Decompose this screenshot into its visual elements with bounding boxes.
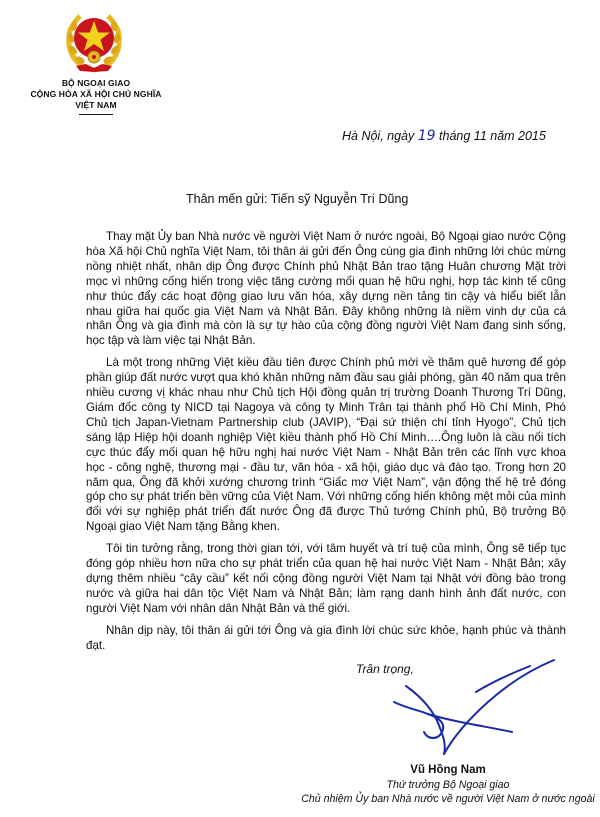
signer-block (248, 763, 600, 807)
paragraph: Thay mặt Ủy ban Nhà nước về người Việt Nam ở nước ngoài, Bộ Ngoại giao nước Cộng hòa Xã hội Chủ nghĩa Việt Nam, tôi thân ái gửi đến Ông cùng gia đình những lời chúc mừng nồng nhiệt nhất, nhân dịp Ông được Chính phủ Nhật Bản trao tặng Huân chương Mặt trời mọc vì những cống hiến trong việc tăng cường mối quan hệ hữu nghị, hợp tác kinh tế cũng như thúc đẩy các hoạt động giao lưu văn hóa, xây dựng nền tảng tin cậy và hiểu biết lẫn nhau giữa hai quốc gia Việt Nam và Nhật Bản. Đây không những là niềm vinh dự của cá nhân Ông và gia đình mà còn là sự tự hào của cộng đồng người Việt Nam đang sinh sống, học tập và làm việc tại Nhật Bản. (86, 230, 566, 348)
paragraph: Tôi tin tưởng rằng, trong thời gian tới, với tâm huyết và trí tuệ của mình, Ông sẽ tiếp tục đóng góp nhiều hơn nữa cho sự phát triển của quan hệ hai nước Việt Nam - Nhật Bản; xây dựng thêm nhiều “cây cầu” kết nối cộng đồng người Việt Nam tại Nhật với đồng bào trong nước và giữa hai dân tộc Việt Nam và Nhật Bản; làm rạng danh hình ảnh đất nước, con người Việt Nam với nhân dân Nhật Bản và thế giới. (86, 542, 566, 615)
country-name: CỘNG HÒA XÃ HỘI CHỦ NGHĨA VIỆT NAM (30, 89, 162, 110)
date-prefix: Hà Nội, ngày (342, 129, 418, 143)
closing: Trân trọng, (356, 662, 414, 676)
signer-title-1: Thứ trưởng Bộ Ngoại giao (386, 778, 510, 791)
letter-date (342, 128, 546, 144)
greeting: Thân mến gửi: Tiến sỹ Nguyễn Trí Dũng (186, 192, 409, 206)
letterhead-rule (79, 114, 113, 115)
date-day: 19 (417, 128, 436, 144)
signer-name: Vũ Hồng Nam (410, 764, 486, 776)
date-suffix: tháng 11 năm 2015 (435, 129, 546, 143)
national-emblem-icon (62, 8, 126, 74)
paragraph: Là một trong những Việt kiều đầu tiên được Chính phủ mời về thăm quê hương để góp phần giúp đất nước vượt qua khó khăn những năm đầu sau giải phóng, gần 40 năm qua trên nhiều cương vị khác nhau như Chủ tịch Hội đồng quản trị trường Doanh Thương Trí Dũng, Giám đốc công ty NICD tại Nagoya và công ty Minh Trân tại thành phố Hồ Chí Minh, Phó Chủ tịch Japan-Vietnam Partnership club (JAVIP), “Đại sứ thiện chí tỉnh Hyogo”, Chủ tịch sáng lập Hiệp hội doanh nghiệp Việt kiều thành phố Hồ Chí Minh….Ông luôn là cầu nối tích cực thúc đẩy mối quan hệ hữu nghị hai nước Việt Nam - Nhật Bản trên các lĩnh vực khoa học - công nghệ, thương mại - đầu tư, văn hóa - xã hội, giáo dục và đào tạo. Trong hơn 20 năm qua, Ông đã khởi xướng chương trình “Giấc mơ Việt Nam”, vận động thế hệ trẻ đóng góp cho sự phát triển bền vững của Việt Nam. Với những cống hiến không mệt mỏi của mình đối với sự nghiệp phát triển đất nước Ông đã được Thủ tướng Chính phủ, Bộ trưởng Bộ Ngoại giao Việt Nam tặng Bằng khen. (86, 356, 566, 534)
handwritten-signature (384, 652, 560, 762)
signer-title-2: Chủ nhiệm Ủy ban Nhà nước về người Việt Nam ở nước ngoài (301, 793, 595, 805)
letterhead (26, 78, 166, 115)
ministry-name: BỘ NGOẠI GIAO (61, 78, 131, 88)
paragraph: Nhân dịp này, tôi thân ái gửi tới Ông và gia đình lời chúc sức khỏe, hạnh phúc và thành đạt. (86, 623, 566, 652)
letter-body (86, 230, 566, 660)
